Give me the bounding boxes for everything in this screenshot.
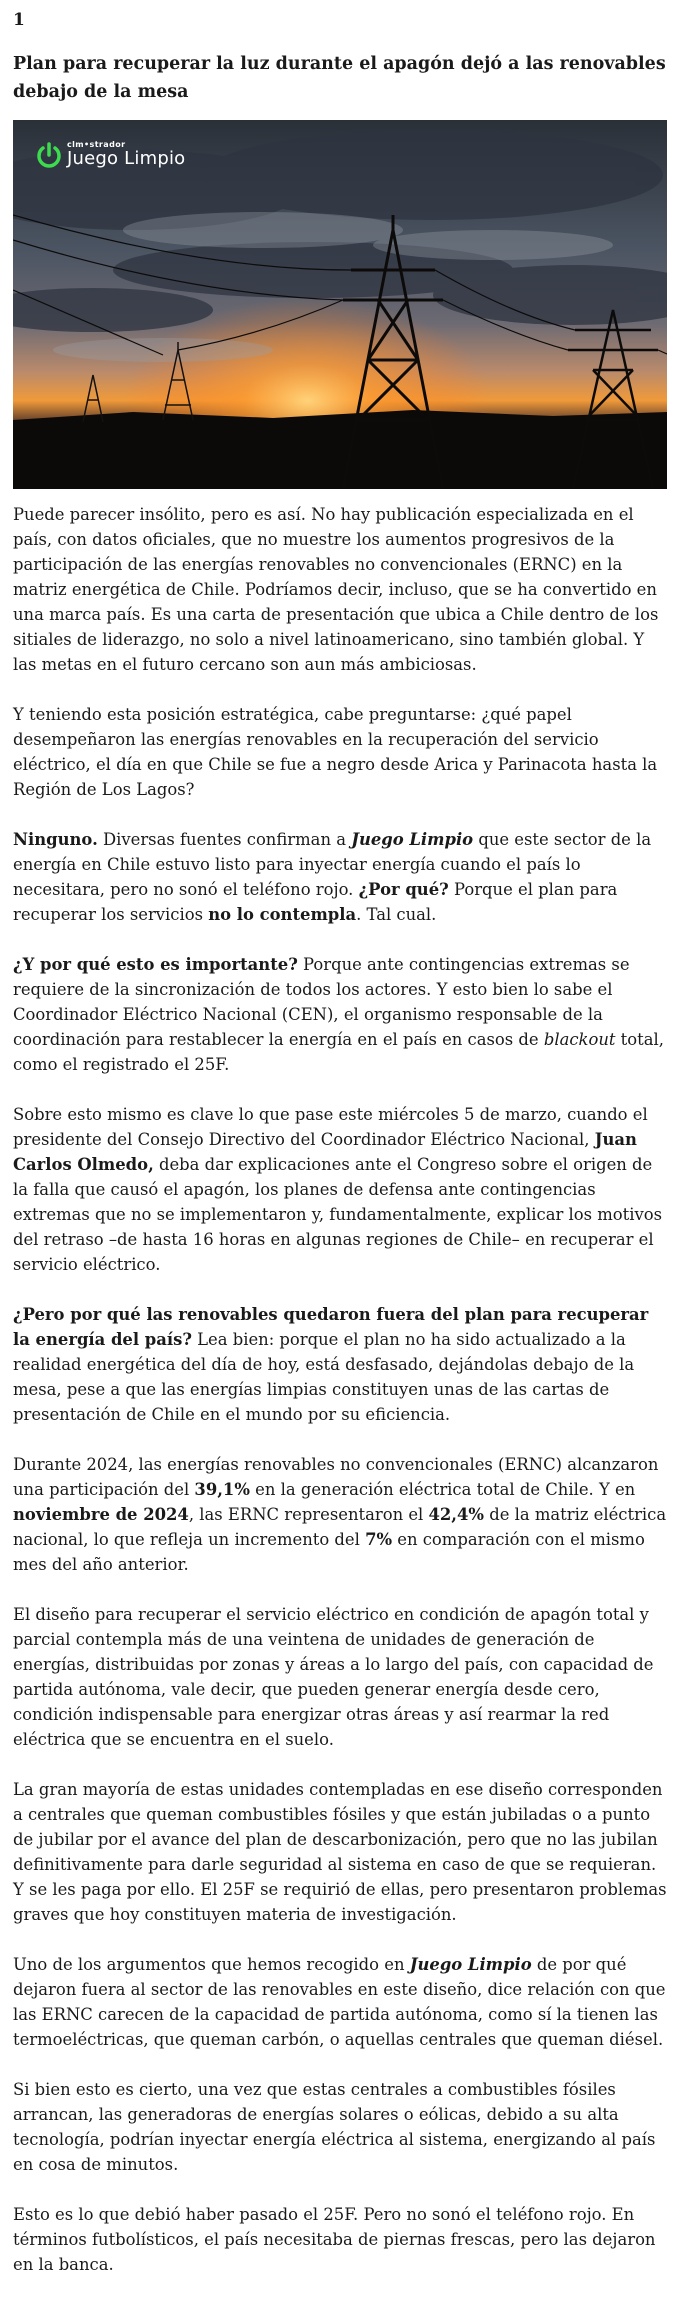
paragraph-run: Esto es lo que debió haber pasado el 25F. Pero no sonó el teléfono rojo. En términos futbolísticos, el país necesitaba de piernas frescas, pero las dejaron en la banca. xyxy=(13,2205,656,2274)
paragraph-11 xyxy=(13,2077,667,2177)
paragraph-run: ¿Y por qué esto es importante? xyxy=(13,955,298,974)
paragraph-run: Juego Limpio xyxy=(351,830,474,849)
hero-image xyxy=(13,120,667,489)
paragraph-run: Uno de los argumentos que hemos recogido en xyxy=(13,1955,410,1974)
paragraph-8 xyxy=(13,1602,667,1752)
article-body xyxy=(13,502,667,2302)
brand-logo xyxy=(35,140,185,169)
paragraph-6 xyxy=(13,1302,667,1427)
paragraph-run: 39,1% xyxy=(194,1480,250,1499)
logo-brand-text: clm•strador xyxy=(67,140,126,149)
paragraph-run: Lea bien: porque el plan no ha sido actualizado a la realidad energética del día de hoy, está desfasado, dejándolas debajo de la mesa, pese a que las energías limpias constituyen unas de las cartas de presentación de Chile en el mundo por su eficiencia. xyxy=(13,1330,635,1424)
paragraph-run: deba dar explicaciones ante el Congreso sobre el origen de la falla que causó el apagón, los planes de defensa ante contingencias extremas que no se implementaron y, fundamentalmente, explicar los motivos del retraso –de hasta 16 horas en algunas regiones de Chile– en recuperar el servicio eléctrico. xyxy=(13,1155,663,1274)
article-title: Plan para recuperar la luz durante el apagón dejó a las renovables debajo de la mesa xyxy=(13,54,666,102)
power-lines-sunset-illustration xyxy=(13,120,667,489)
article-number: 1 xyxy=(13,10,25,30)
paragraph-run: blackout xyxy=(543,1030,616,1049)
paragraph-run: Diversas fuentes confirman a xyxy=(97,830,352,849)
paragraph-run: Si bien esto es cierto, una vez que estas centrales a combustibles fósiles arrancan, las generadoras de energías solares o eólicas, debido a su alta tecnología, podrían inyectar energía eléctrica al sistema, energizando al país en cosa de minutos. xyxy=(13,2080,656,2174)
paragraph-run: La gran mayoría de estas unidades contempladas en ese diseño corresponden a centrales que queman combustibles fósiles y que están jubiladas o a punto de jubilar por el avance del plan de descarbonización, pero que no las jubilan definitivamente para darle seguridad al sistema en caso de que se requieran. Y se les paga por ello. El 25F se requirió de ellas, pero presentaron problemas graves que hoy constituyen materia de investigación. xyxy=(13,1780,667,1924)
paragraph-run: Porque ante contingencias extremas se requiere de la sincronización de todos los actores. Y esto bien lo sabe el Coordinador Eléctrico Nacional (CEN), el organismo responsable de la coordinación para restablecer la energía en el país en casos de xyxy=(13,955,630,1049)
paragraph-run: . Tal cual. xyxy=(356,905,437,924)
paragraph-1 xyxy=(13,502,667,677)
paragraph-run: que este sector de la energía en Chile estuvo listo para inyectar energía cuando el país lo necesitara, pero no sonó el teléfono rojo. xyxy=(13,830,652,899)
paragraph-run: de por qué dejaron fuera al sector de las renovables en este diseño, dice relación con que las ERNC carecen de la capacidad de partida autónoma, como sí la tienen las termoeléctricas, que queman carbón, o aquellas centrales que queman diésel. xyxy=(13,1955,666,2049)
paragraph-run: no lo contempla xyxy=(208,905,357,924)
paragraph-run: de la matriz eléctrica nacional, lo que refleja un incremento del xyxy=(13,1505,667,1549)
paragraph-run: 7% xyxy=(365,1530,393,1549)
paragraph-run: , las ERNC representaron el xyxy=(188,1505,429,1524)
paragraph-run: ¿Pero por qué las renovables quedaron fuera del plan para recuperar la energía del país? xyxy=(13,1305,649,1349)
paragraph-run: total, como el registrado el 25F. xyxy=(13,1030,664,1074)
paragraph-4 xyxy=(13,952,667,1077)
logo-name-text: Juego Limpio xyxy=(67,148,186,169)
paragraph-run: Durante 2024, las energías renovables no convencionales (ERNC) alcanzaron una participación del xyxy=(13,1455,659,1499)
paragraph-run: noviembre de 2024 xyxy=(13,1505,189,1524)
paragraph-run: Juan Carlos Olmedo, xyxy=(13,1130,637,1174)
paragraph-run: ¿Por qué? xyxy=(358,880,449,899)
paragraph-12 xyxy=(13,2202,667,2277)
paragraph-9 xyxy=(13,1777,667,1927)
paragraph-run: Ninguno. xyxy=(13,830,98,849)
paragraph-10 xyxy=(13,1952,667,2052)
power-icon xyxy=(35,141,63,169)
paragraph-7 xyxy=(13,1452,667,1577)
paragraph-run: Porque el plan para recuperar los servicios xyxy=(13,880,618,924)
paragraph-run: Y teniendo esta posición estratégica, cabe preguntarse: ¿qué papel desempeñaron las energías renovables en la recuperación del servicio eléctrico, el día en que Chile se fue a negro desde Arica y Parinacota hasta la Región de Los Lagos? xyxy=(13,705,658,799)
paragraph-run: El diseño para recuperar el servicio eléctrico en condición de apagón total y parcial contempla más de una veintena de unidades de generación de energías, distribuidas por zonas y áreas a lo largo del país, con capacidad de partida autónoma, vale decir, que pueden generar energía desde cero, condición indispensable para energizar otras áreas y así rearmar la red eléctrica que se encuentra en el suelo. xyxy=(13,1605,654,1749)
paragraph-5 xyxy=(13,1102,667,1277)
paragraph-2 xyxy=(13,702,667,802)
paragraph-run: en comparación con el mismo mes del año anterior. xyxy=(13,1530,645,1574)
paragraph-run: Juego Limpio xyxy=(409,1955,532,1974)
paragraph-run: en la generación eléctrica total de Chile. Y en xyxy=(249,1480,636,1499)
paragraph-run: Sobre esto mismo es clave lo que pase este miércoles 5 de marzo, cuando el presidente del Consejo Directivo del Coordinador Eléctrico Nacional, xyxy=(13,1105,648,1149)
paragraph-run: 42,4% xyxy=(428,1505,484,1524)
paragraph-run: Puede parecer insólito, pero es así. No hay publicación especializada en el país, con datos oficiales, que no muestre los aumentos progresivos de la participación de las energías renovables no convencionales (ERNC) en la matriz energética de Chile. Podríamos decir, incluso, que se ha convertido en una marca país. Es una carta de presentación que ubica a Chile dentro de los sitiales de liderazgo, no solo a nivel latinoamericano, sino también global. Y las metas en el futuro cercano son aun más ambiciosas. xyxy=(13,505,659,674)
paragraph-3 xyxy=(13,827,667,927)
